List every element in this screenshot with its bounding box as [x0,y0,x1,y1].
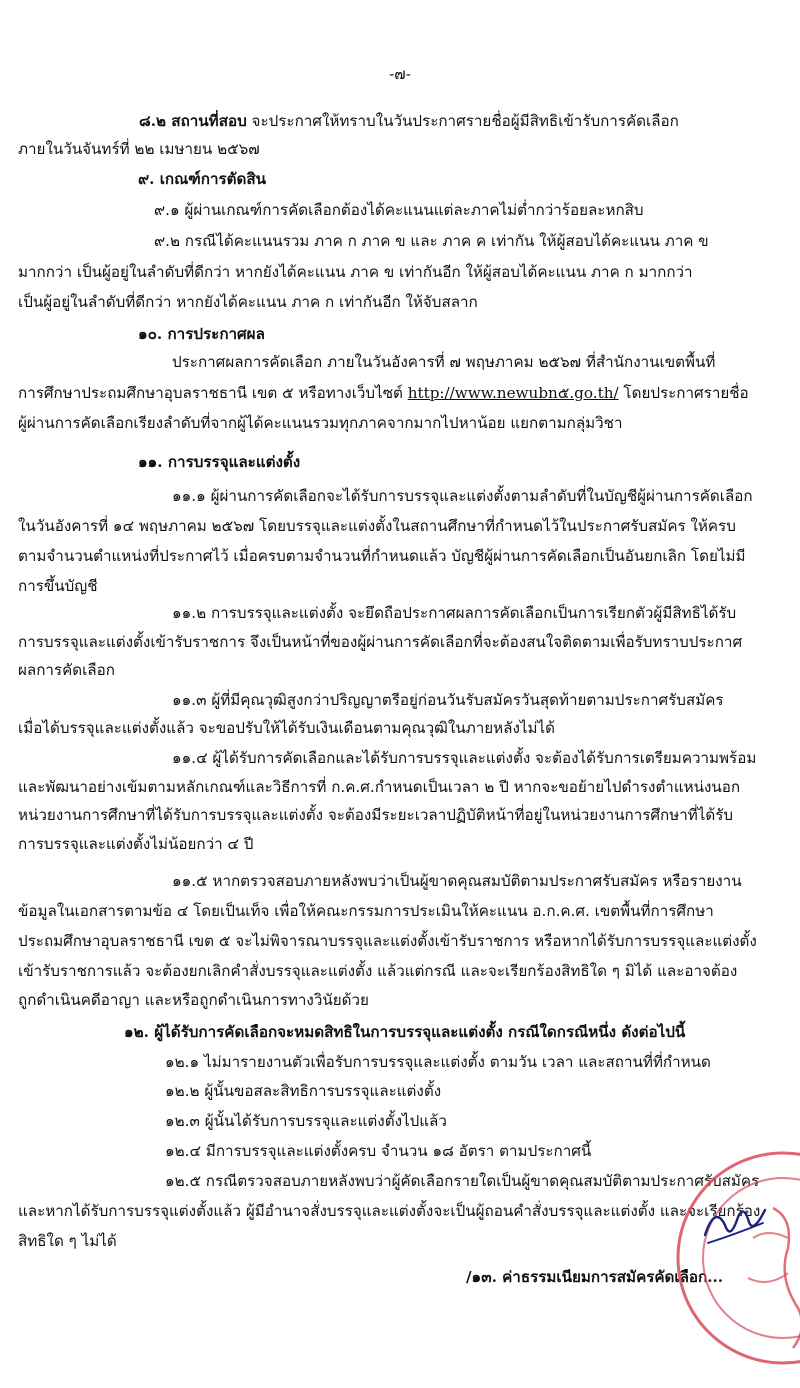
text-run: การขึ้นบัญชี [18,577,98,595]
line-12-1 [165,1052,711,1074]
text-run: ตามจำนวนตำแหน่งที่ประกาศไว้ เมื่อครบตามจำนวนที่กำหนดแล้ว บัญชีผู้ผ่านการคัดเลือกเป็นอันยกเลิก โดยไม่มี [18,547,746,565]
text-run: ประถมศึกษาอุบลราชธานี เขต ๕ จะไม่พิจารณาบรรจุและแต่งตั้งเข้ารับราชการ หรือหากได้รับการบรรจุและแต่งตั้ง [18,932,757,950]
line-11-5-cont-2 [18,931,757,953]
line-10-2 [18,383,749,405]
text-run: ผลการคัดเลือก [18,661,115,679]
text-run: ๑๒.๑ ไม่มารายงานตัวเพื่อรับการบรรจุและแต่งตั้ง ตามวัน เวลา และสถานที่ที่กำหนด [165,1053,711,1071]
line-11-4 [172,748,756,770]
text-run: ๑๑.๓ ผู้ที่มีคุณวุฒิสูงกว่าปริญญาตรีอยู่ก่อนวันรับสมัครวันสุดท้ายตามประกาศรับสมัคร [172,691,724,709]
line-10-3 [18,413,623,435]
line-8-2 [139,111,679,133]
text-run: ๑๑.๕ หากตรวจสอบภายหลังพบว่าเป็นผู้ขาดคุณสมบัติตามประกาศรับสมัคร หรือรายงาน [172,872,742,890]
section-11-heading [138,452,300,474]
text-run: สิทธิใด ๆ ไม่ได้ [18,1232,117,1250]
website-link[interactable]: http://www.newubn๕.go.th/ [407,384,619,402]
line-9-2 [154,231,709,253]
section-10-heading [138,324,265,346]
line-11-3 [172,690,724,712]
text-run: เข้ารับราชการแล้ว จะต้องยกเลิกคำสั่งบรรจุและแต่งตั้ง แล้วแต่กรณี และจะเรียกร้องสิทธิใด ๆ มิได้ และอาจต้อง [18,962,738,980]
section-12-heading [124,1022,685,1044]
text-run: ประกาศผลการคัดเลือก ภายในวันอังคารที่ ๗ พฤษภาคม ๒๕๖๗ ที่สำนักงานเขตพื้นที่ [172,353,716,371]
line-8-2-cont [18,139,260,161]
text-run: ผู้ผ่านการคัดเลือกเรียงลำดับที่จากผู้ได้คะแนนรวมทุกภาคจากมากไปหาน้อย แยกตามกลุ่มวิชา [18,414,623,432]
line-9-2-cont-1 [18,262,693,284]
text-run: ๑๒.๒ ผู้นั้นขอสละสิทธิการบรรจุและแต่งตั้ง [165,1082,442,1100]
text-run: การบรรจุและแต่งตั้งไม่น้อยกว่า ๔ ปี [18,835,254,853]
line-11-4-cont-2 [18,805,733,827]
line-11-5 [172,871,742,893]
text-run: และหากได้รับการบรรจุแต่งตั้งแล้ว ผู้มีอำนาจสั่งบรรจุและแต่งตั้งจะเป็นผู้ถอนคำสั่งบรรจุและแต่งตั้ง และจะเรียกร้อง [18,1202,761,1220]
line-11-5-cont-1 [18,901,714,923]
line-11-5-cont-4 [18,990,369,1012]
line-11-2-cont-1 [18,632,742,654]
text-run: ภายในวันจันทร์ที่ ๒๒ เมษายน ๒๕๖๗ [18,140,260,158]
line-10-1 [172,352,715,374]
line-11-1-cont-3 [18,576,98,598]
text-run: ๘.๒ สถานที่สอบ [139,112,247,130]
text-run: เป็นผู้อยู่ในลำดับที่ดีกว่า หากยังได้คะแนน ภาค ก เท่ากันอีก ให้จับสลาก [18,293,478,311]
official-seal-stamp [668,1138,800,1388]
text-run: ถูกดำเนินคดีอาญา และหรือถูกดำเนินการทางวินัยด้วย [18,991,369,1009]
text-run: ๑๒.๔ มีการบรรจุและแต่งตั้งครบ จำนวน ๑๘ อัตรา ตามประกาศนี้ [165,1142,592,1160]
text-run: ๑๐. การประกาศผล [138,325,265,343]
text-run: จะประกาศให้ทราบในวันประกาศรายชื่อผู้มีสิทธิเข้ารับการคัดเลือก [246,112,679,130]
text-run: ๑๒.๓ ผู้นั้นได้รับการบรรจุและแต่งตั้งไปแล้ว [165,1112,447,1130]
text-run: ๙. เกณฑ์การตัดสิน [138,170,267,188]
text-run: โดยประกาศรายชื่อ [618,384,749,402]
text-run: ๑๑.๑ ผู้ผ่านการคัดเลือกจะได้รับการบรรจุและแต่งตั้งตามลำดับที่ในบัญชีผู้ผ่านการคัดเลือก [172,487,753,505]
line-12-5-cont-1 [18,1201,760,1223]
text-run: หน่วยงานการศึกษาที่ได้รับการบรรจุและแต่งตั้ง จะต้องมีระยะเวลาปฏิบัติหน้าที่อยู่ในหน่วยงานการศึกษาที่ได้รับ [18,806,734,824]
line-11-3-cont [18,718,555,740]
text-run: การศึกษาประถมศึกษาอุบลราชธานี เขต ๕ หรือทางเว็บไซต์ [18,384,408,402]
line-12-5-cont-2 [18,1231,117,1253]
line-12-2 [165,1081,441,1103]
line-11-4-cont-3 [18,834,253,856]
line-12-3 [165,1111,447,1133]
line-11-5-cont-3 [18,961,737,983]
line-12-4 [165,1141,591,1163]
text-run: การบรรจุและแต่งตั้งเข้ารับราชการ จึงเป็นหน้าที่ของผู้ผ่านการคัดเลือกที่จะต้องสนใจติดตามเพื่อรับทราบประกาศ [18,633,743,651]
text-run: และพัฒนาอย่างเข้มตามหลักเกณฑ์และวิธีการที่ ก.ค.ศ.กำหนดเป็นเวลา ๒ ปี หากจะขอย้ายไปดำรงตำแหน่งนอก [18,778,741,796]
text-run: ในวันอังคารที่ ๑๔ พฤษภาคม ๒๕๖๗ โดยบรรจุและแต่งตั้งในสถานศึกษาที่กำหนดไว้ในประกาศรับสมัคร ให้ครบ [18,517,736,535]
text-run: ข้อมูลในเอกสารตามข้อ ๔ โดยเป็นเท็จ เพื่อให้คณะกรรมการประเมินให้คะแนน อ.ก.ค.ศ. เขตพื้นที่การศึกษา [18,902,714,920]
line-11-1-cont-2 [18,546,746,568]
line-9-2-cont-2 [18,292,478,314]
text-run: ๑๒. ผู้ได้รับการคัดเลือกจะหมดสิทธิในการบรรจุและแต่งตั้ง กรณีใดกรณีหนึ่ง ดังต่อไปนี้ [124,1023,686,1041]
line-9-1 [154,200,644,222]
line-11-4-cont-1 [18,777,740,799]
text-run: ๑๒.๕ กรณีตรวจสอบภายหลังพบว่าผู้คัดเลือกรายใดเป็นผู้ขาดคุณสมบัติตามประกาศรับสมัคร [165,1172,760,1190]
text-run: ๑๑.๒ การบรรจุและแต่งตั้ง จะยึดถือประกาศผลการคัดเลือกเป็นการเรียกตัวผู้มีสิทธิได้รับ [172,604,737,622]
text-run: เมื่อได้บรรจุและแต่งตั้งแล้ว จะขอปรับให้ได้รับเงินเดือนตามคุณวุฒิในภายหลังไม่ได้ [18,719,556,737]
text-run: ๑๑. การบรรจุและแต่งตั้ง [138,453,301,471]
text-run: ๙.๑ ผู้ผ่านเกณฑ์การคัดเลือกต้องได้คะแนนแต่ละภาคไม่ต่ำกว่าร้อยละหกสิบ [154,201,644,219]
line-11-2 [172,603,736,625]
line-11-1 [172,486,753,508]
section-9-heading [138,169,266,191]
text-run: ๙.๒ กรณีได้คะแนนรวม ภาค ก ภาค ข และ ภาค ค เท่ากัน ให้ผู้สอบได้คะแนน ภาค ข [154,232,709,250]
text-run: มากกว่า เป็นผู้อยู่ในลำดับที่ดีกว่า หากยังได้คะแนน ภาค ข เท่ากันอีก ให้ผู้สอบได้คะแนน ภาค ก มากกว่า [18,263,693,281]
line-11-1-cont-1 [18,516,736,538]
page-number: -๗- [389,65,411,83]
handwritten-signature [700,1195,770,1255]
text-run: ๑๑.๔ ผู้ได้รับการคัดเลือกและได้รับการบรรจุและแต่งตั้ง จะต้องได้รับการเตรียมความพร้อม [172,749,757,767]
line-11-2-cont-2 [18,660,115,682]
text-run: /๑๓. ค่าธรรมเนียมการสมัครคัดเลือก... [466,1268,724,1286]
